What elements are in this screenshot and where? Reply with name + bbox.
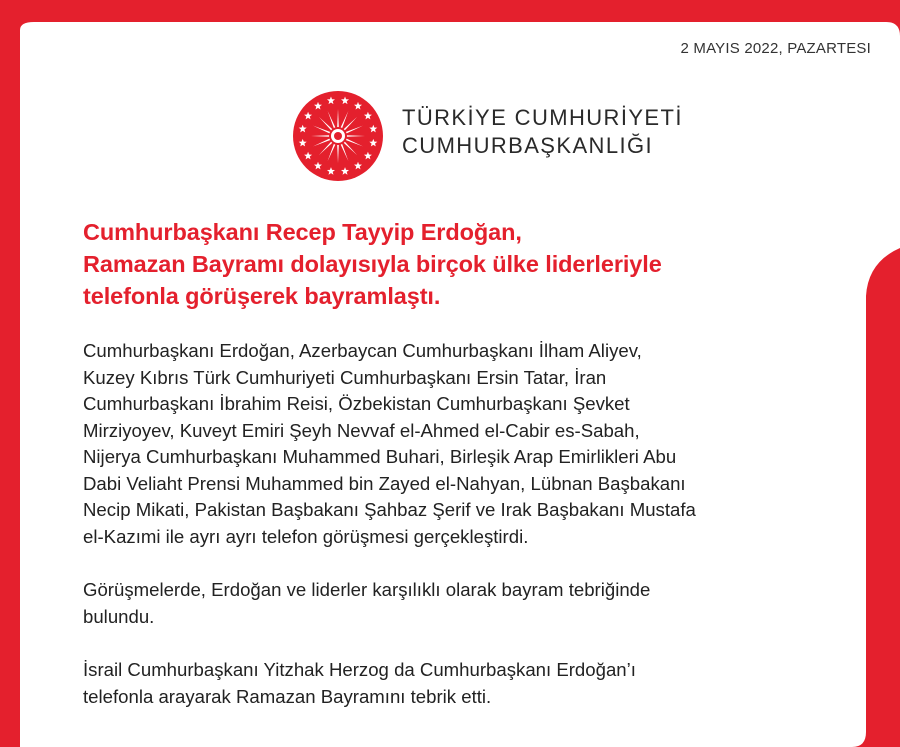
paragraph-israel-call	[83, 657, 853, 710]
paragraph-greetings	[83, 577, 853, 630]
release-date: 2 MAYIS 2022, PAZARTESI	[680, 40, 871, 57]
paragraph-line: Cumhurbaşkanı İbrahim Reisi, Özbekistan Cumhurbaşkanı Şevket	[83, 393, 630, 414]
headline-line: Ramazan Bayramı dolayısıyla birçok ülke liderleriyle	[83, 251, 662, 277]
paragraph-line: Nijerya Cumhurbaşkanı Muhammed Buhari, Birleşik Arap Emirlikleri Abu	[83, 446, 677, 467]
institution-name-line1: TÜRKİYE CUMHURİYETİ	[402, 105, 683, 130]
headline	[83, 216, 843, 312]
article-body	[83, 338, 853, 737]
institution-name-line2: CUMHURBAŞKANLIĞI	[402, 133, 653, 158]
paragraph-line: İsrail Cumhurbaşkanı Yitzhak Herzog da Cumhurbaşkanı Erdoğan’ı	[83, 659, 636, 680]
paragraph-line: Mirziyoyev, Kuveyt Emiri Şeyh Nevvaf el-Ahmed el-Cabir es-Sabah,	[83, 419, 640, 441]
paragraph-line: bulundu.	[83, 605, 155, 627]
headline-line: Cumhurbaşkanı Recep Tayyip Erdoğan,	[83, 219, 522, 245]
paragraph-line: Necip Mikati, Pakistan Başbakanı Şahbaz Şerif ve Irak Başbakanı Mustafa	[83, 499, 696, 520]
institution-name	[402, 104, 683, 160]
paragraph-line: Görüşmelerde, Erdoğan ve liderler karşılıklı olarak bayram tebriğinde	[83, 579, 651, 600]
paragraph-line: el-Kazımi ile ayrı ayrı telefon görüşmesi gerçekleştirdi.	[83, 525, 529, 547]
paragraph-line: Dabi Veliaht Prensi Muhammed bin Zayed el-Nahyan, Lübnan Başbakanı	[83, 472, 686, 494]
presidential-seal-icon	[292, 90, 384, 182]
paragraph-line: telefonla arayarak Ramazan Bayramını tebrik etti.	[83, 685, 492, 707]
paragraph-leaders-list	[83, 338, 853, 550]
headline-line: telefonla görüşerek bayramlaştı.	[83, 283, 441, 309]
paragraph-line: Cumhurbaşkanı Erdoğan, Azerbaycan Cumhurbaşkanı İlham Aliyev,	[83, 340, 642, 361]
paragraph-line: Kuzey Kıbrıs Türk Cumhuriyeti Cumhurbaşkanı Ersin Tatar, İran	[83, 366, 607, 388]
